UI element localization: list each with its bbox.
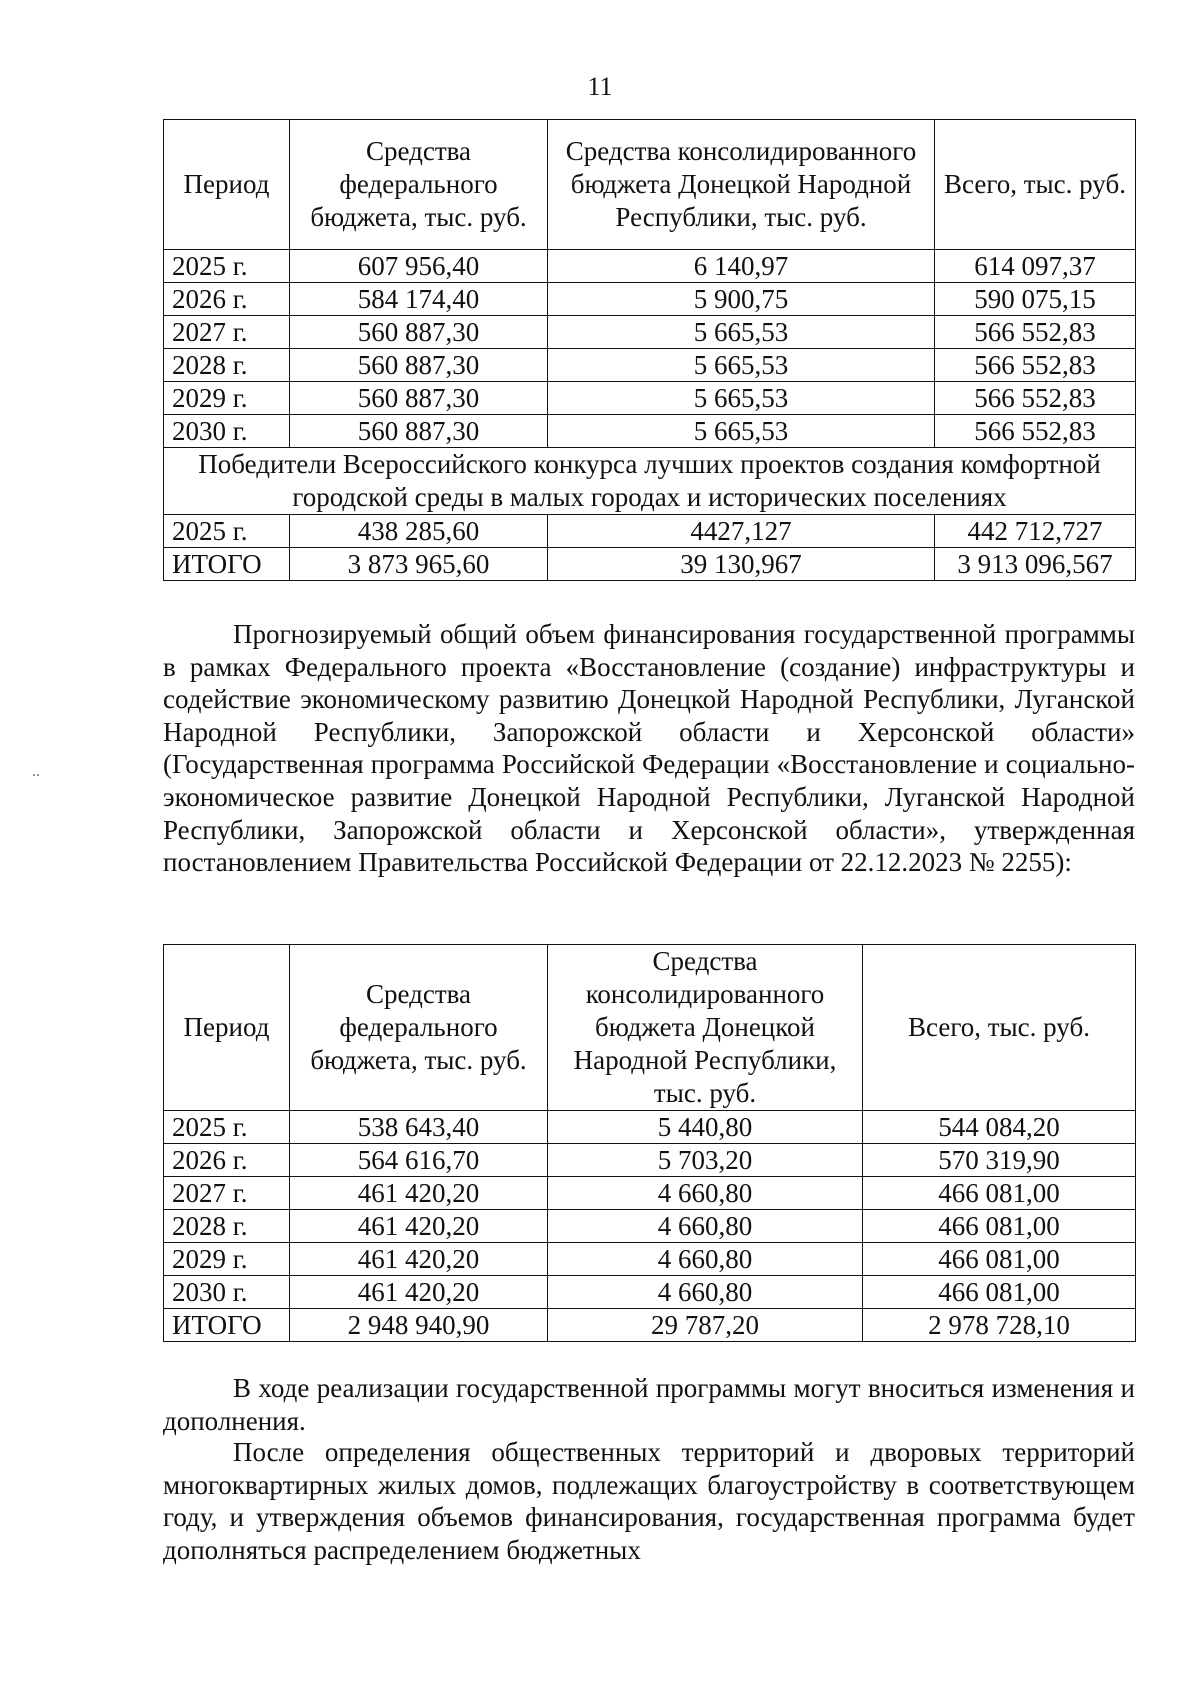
cell-regional: 4 660,80 bbox=[548, 1177, 863, 1210]
cell-period: 2027 г. bbox=[164, 316, 290, 349]
paragraph-distribution bbox=[163, 1436, 1135, 1566]
cell-total: 466 081,00 bbox=[863, 1177, 1136, 1210]
table-row bbox=[164, 250, 1136, 283]
cell-total: 614 097,37 bbox=[935, 250, 1136, 283]
section-row bbox=[164, 448, 1136, 515]
cell-federal: 461 420,20 bbox=[290, 1243, 548, 1276]
cell-federal: 461 420,20 bbox=[290, 1276, 548, 1309]
cell-period: 2028 г. bbox=[164, 1210, 290, 1243]
cell-period: 2027 г. bbox=[164, 1177, 290, 1210]
cell-federal: 438 285,60 bbox=[290, 515, 548, 548]
cell-period: 2025 г. bbox=[164, 250, 290, 283]
cell-total: 566 552,83 bbox=[935, 349, 1136, 382]
cell-period: ИТОГО bbox=[164, 1309, 290, 1342]
table-row bbox=[164, 349, 1136, 382]
cell-total: 466 081,00 bbox=[863, 1210, 1136, 1243]
cell-total: 442 712,727 bbox=[935, 515, 1136, 548]
cell-federal: 461 420,20 bbox=[290, 1177, 548, 1210]
table-row bbox=[164, 316, 1136, 349]
table-row bbox=[164, 1177, 1136, 1210]
page-number: 11 bbox=[587, 72, 613, 101]
cell-regional: 4427,127 bbox=[548, 515, 935, 548]
cell-regional: 39 130,967 bbox=[548, 548, 935, 581]
paragraph-changes bbox=[163, 1372, 1135, 1437]
cell-regional: 5 665,53 bbox=[548, 415, 935, 448]
cell-federal: 560 887,30 bbox=[290, 316, 548, 349]
cell-federal: 584 174,40 bbox=[290, 283, 548, 316]
header-total: Всего, тыс. руб. bbox=[935, 120, 1136, 250]
table-row bbox=[164, 283, 1136, 316]
header-regional: Средства консолидированного бюджета Донецкой Народной Республики, тыс. руб. bbox=[548, 945, 863, 1111]
header-period: Период bbox=[164, 120, 290, 250]
cell-regional: 5 900,75 bbox=[548, 283, 935, 316]
cell-period: 2030 г. bbox=[164, 1276, 290, 1309]
cell-total: 566 552,83 bbox=[935, 382, 1136, 415]
cell-federal: 607 956,40 bbox=[290, 250, 548, 283]
header-federal: Средства федерального бюджета, тыс. руб. bbox=[290, 945, 548, 1111]
header-regional: Средства консолидированного бюджета Донецкой Народной Республики, тыс. руб. bbox=[548, 120, 935, 250]
header-period: Период bbox=[164, 945, 290, 1111]
cell-total: 570 319,90 bbox=[863, 1144, 1136, 1177]
cell-regional: 6 140,97 bbox=[548, 250, 935, 283]
cell-total: 566 552,83 bbox=[935, 415, 1136, 448]
cell-period: 2025 г. bbox=[164, 515, 290, 548]
cell-period: ИТОГО bbox=[164, 548, 290, 581]
section-title: Победители Всероссийского конкурса лучших проектов создания комфортной городской среды в малых городах и исторических поселениях bbox=[164, 448, 1136, 515]
cell-total: 466 081,00 bbox=[863, 1243, 1136, 1276]
cell-federal: 560 887,30 bbox=[290, 415, 548, 448]
cell-period: 2029 г. bbox=[164, 1243, 290, 1276]
cell-regional: 4 660,80 bbox=[548, 1243, 863, 1276]
cell-total: 590 075,15 bbox=[935, 283, 1136, 316]
cell-total: 544 084,20 bbox=[863, 1111, 1136, 1144]
table-row bbox=[164, 1111, 1136, 1144]
cell-total: 566 552,83 bbox=[935, 316, 1136, 349]
cell-federal: 538 643,40 bbox=[290, 1111, 548, 1144]
cell-regional: 4 660,80 bbox=[548, 1276, 863, 1309]
funding-table-2 bbox=[163, 944, 1136, 1342]
cell-regional: 29 787,20 bbox=[548, 1309, 863, 1342]
cell-federal: 461 420,20 bbox=[290, 1210, 548, 1243]
cell-federal: 3 873 965,60 bbox=[290, 548, 548, 581]
paragraph-financing bbox=[163, 618, 1135, 879]
cell-total: 466 081,00 bbox=[863, 1276, 1136, 1309]
cell-period: 2030 г. bbox=[164, 415, 290, 448]
cell-total: 2 978 728,10 bbox=[863, 1309, 1136, 1342]
cell-period: 2028 г. bbox=[164, 349, 290, 382]
cell-period: 2026 г. bbox=[164, 1144, 290, 1177]
table-row bbox=[164, 415, 1136, 448]
table-row bbox=[164, 382, 1136, 415]
table-row bbox=[164, 1144, 1136, 1177]
cell-federal: 564 616,70 bbox=[290, 1144, 548, 1177]
table-row bbox=[164, 1210, 1136, 1243]
cell-regional: 5 665,53 bbox=[548, 382, 935, 415]
cell-regional: 5 665,53 bbox=[548, 316, 935, 349]
cell-total: 3 913 096,567 bbox=[935, 548, 1136, 581]
cell-period: 2029 г. bbox=[164, 382, 290, 415]
header-federal: Средства федерального бюджета, тыс. руб. bbox=[290, 120, 548, 250]
cell-regional: 4 660,80 bbox=[548, 1210, 863, 1243]
cell-federal: 560 887,30 bbox=[290, 382, 548, 415]
table-row bbox=[164, 1243, 1136, 1276]
paragraph-text: После определения общественных территорий и дворовых территорий многоквартирных жилых домов, подлежащих благоустройству в соответствующем году, и утверждения объемов финансирования, государственная программа будет дополняться распределением бюджетных bbox=[163, 1437, 1135, 1565]
cell-federal: 560 887,30 bbox=[290, 349, 548, 382]
header-total: Всего, тыс. руб. bbox=[863, 945, 1136, 1111]
scan-mark: .. bbox=[32, 763, 40, 780]
cell-period: 2026 г. bbox=[164, 283, 290, 316]
cell-federal: 2 948 940,90 bbox=[290, 1309, 548, 1342]
paragraph-text: Прогнозируемый общий объем финансирования государственной программы в рамках Федерального проекта «Восстановление (создание) инфраструктуры и содействие экономическому развитию Донецкой Народной Республики, Луганской Народной Республики, Запорожской области и Херсонской области» (Государственная программа Российской Федерации «Восстановление и социально-экономическое развитие Донецкой Народной Республики, Луганской Народной Республики, Запорожской области и Херсонской области», утвержденная постановлением Правительства Российской Федерации от 22.12.2023 № 2255): bbox=[163, 619, 1135, 878]
cell-period: 2025 г. bbox=[164, 1111, 290, 1144]
cell-regional: 5 665,53 bbox=[548, 349, 935, 382]
total-row bbox=[164, 548, 1136, 581]
table-row bbox=[164, 515, 1136, 548]
table-row bbox=[164, 1276, 1136, 1309]
funding-table-1 bbox=[163, 119, 1136, 581]
total-row bbox=[164, 1309, 1136, 1342]
cell-regional: 5 440,80 bbox=[548, 1111, 863, 1144]
paragraph-text: В ходе реализации государственной программы могут вноситься изменения и дополнения. bbox=[163, 1373, 1135, 1436]
cell-regional: 5 703,20 bbox=[548, 1144, 863, 1177]
